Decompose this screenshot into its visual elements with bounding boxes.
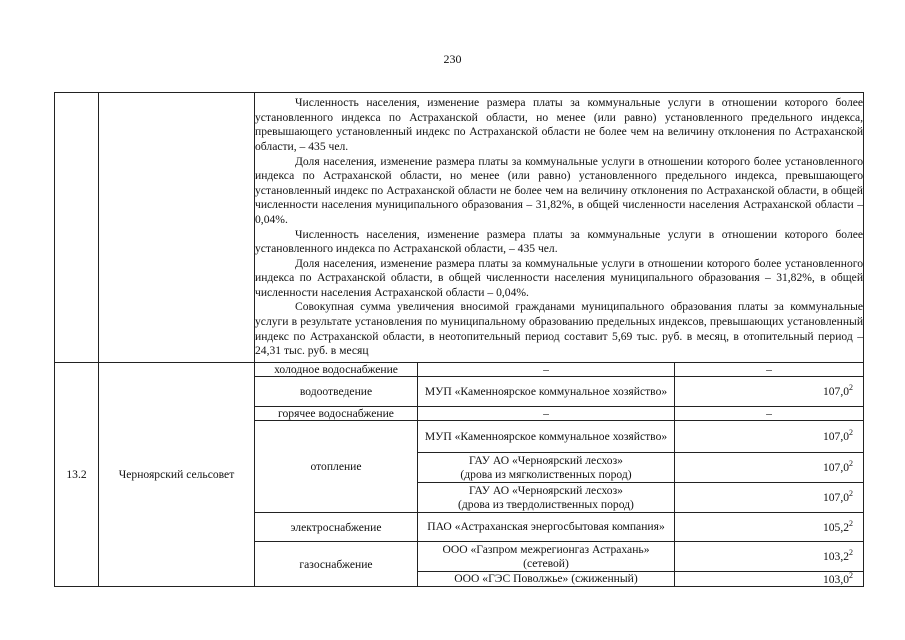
provider-heating-2-name: ГАУ АО «Черноярский лесхоз» [469, 453, 623, 467]
provider-heating-2 [418, 453, 675, 483]
provider-gas-1 [418, 542, 675, 572]
service-sewerage: водоотведение [255, 377, 418, 407]
section-name: Черноярский сельсовет [99, 363, 255, 587]
value-gas-2-footnote: 2 [849, 570, 854, 580]
page-number: 230 [443, 52, 462, 66]
value-sewerage-footnote: 2 [849, 383, 854, 393]
empty-name-cell [99, 93, 255, 363]
paragraph-cell [255, 93, 864, 363]
service-electricity: электроснабжение [255, 513, 418, 542]
provider-hot-water: – [418, 407, 675, 421]
paragraph-2: Доля населения, изменение размера платы за коммунальные услуги в отношении которого более установленного индекса по Астраханской области, но менее (или равно) установленного предельного индекса, превышающего установленный индекс по Астраханской области не более чем на величину отклонения по Астраханской области, в общей численности населения муниципального образования – 31,82%, в общей численности населения Астраханской области – 0,04%. [255, 154, 864, 226]
provider-gas-1-note: (сетевой) [523, 556, 569, 570]
value-gas-1-number: 103,2 [822, 550, 850, 563]
value-heating-1 [675, 421, 864, 453]
value-heating-3-footnote: 2 [849, 489, 854, 499]
provider-electricity: ПАО «Астраханская энергосбытовая компания» [418, 513, 675, 542]
service-hot-water: горячее водоснабжение [255, 407, 418, 421]
provider-gas-1-name: ООО «Газпром межрегионгаз Астрахань» [442, 542, 650, 556]
service-cold-water: холодное водоснабжение [255, 363, 418, 377]
paragraph-4: Доля населения, изменение размера платы за коммунальные услуги в отношении которого более установленного индекса по Астраханской области, в общей численности населения муниципального образования – 31,82%, в общей численности населения Астраханской области – 0,04%. [255, 256, 864, 299]
empty-number-cell [55, 93, 99, 363]
provider-heating-3 [418, 483, 675, 513]
paragraph-3: Численность населения, изменение размера платы за коммунальные услуги в отношении которого более установленного индекса по Астраханской области, – 435 чел. [255, 227, 864, 256]
value-sewerage-number: 107,0 [822, 385, 850, 398]
value-sewerage [675, 377, 864, 407]
provider-sewerage: МУП «Каменноярское коммунальное хозяйство» [418, 377, 675, 407]
row-cold-water [55, 363, 864, 377]
value-gas-1-footnote: 2 [849, 548, 854, 558]
value-cold-water: – [675, 363, 864, 377]
provider-heating-3-note: (дрова из твердолиственных пород) [458, 497, 634, 511]
paragraph-1: Численность населения, изменение размера платы за коммунальные услуги в отношении которого более установленного индекса по Астраханской области, но менее (или равно) установленного предельного индекса, превышающего установленный индекс по Астраханской области не более чем на величину отклонения по Астраханской области, – 435 чел. [255, 96, 864, 153]
value-heating-2-number: 107,0 [822, 461, 850, 474]
value-heating-2-footnote: 2 [849, 459, 854, 469]
provider-gas-2: ООО «ГЭС Поволжье» (сжиженный) [418, 572, 675, 587]
value-gas-1 [675, 542, 864, 572]
value-gas-2-number: 103,0 [822, 572, 850, 586]
section-number: 13.2 [55, 363, 99, 587]
service-heating: отопление [255, 421, 418, 513]
tariff-table [54, 92, 864, 587]
paragraph-row [55, 93, 864, 363]
service-gas: газоснабжение [255, 542, 418, 587]
provider-heating-1: МУП «Каменноярское коммунальное хозяйство» [418, 421, 675, 453]
provider-cold-water: – [418, 363, 675, 377]
value-heating-3-number: 107,0 [822, 491, 850, 504]
value-electricity [675, 513, 864, 542]
value-electricity-number: 105,2 [822, 520, 850, 534]
value-gas-2 [675, 572, 864, 587]
value-heating-1-footnote: 2 [849, 428, 854, 438]
provider-heating-2-note: (дрова из мягколиственных пород) [460, 467, 632, 481]
value-hot-water: – [675, 407, 864, 421]
paragraph-5: Совокупная сумма увеличения вносимой гражданами муниципального образования платы за коммунальные услуги в результате установления по муниципальному образованию предельных индексов, превышающих установленный индекс по Астраханской области, в неотопительный период составит 5,69 тыс. руб. в месяц, в отопительный период – 24,31 тыс. руб. в месяц [255, 300, 864, 358]
value-heating-3 [675, 483, 864, 513]
provider-heating-3-name: ГАУ АО «Черноярский лесхоз» [469, 483, 623, 497]
value-heating-1-number: 107,0 [822, 430, 850, 443]
value-heating-2 [675, 453, 864, 483]
value-electricity-footnote: 2 [849, 518, 854, 528]
